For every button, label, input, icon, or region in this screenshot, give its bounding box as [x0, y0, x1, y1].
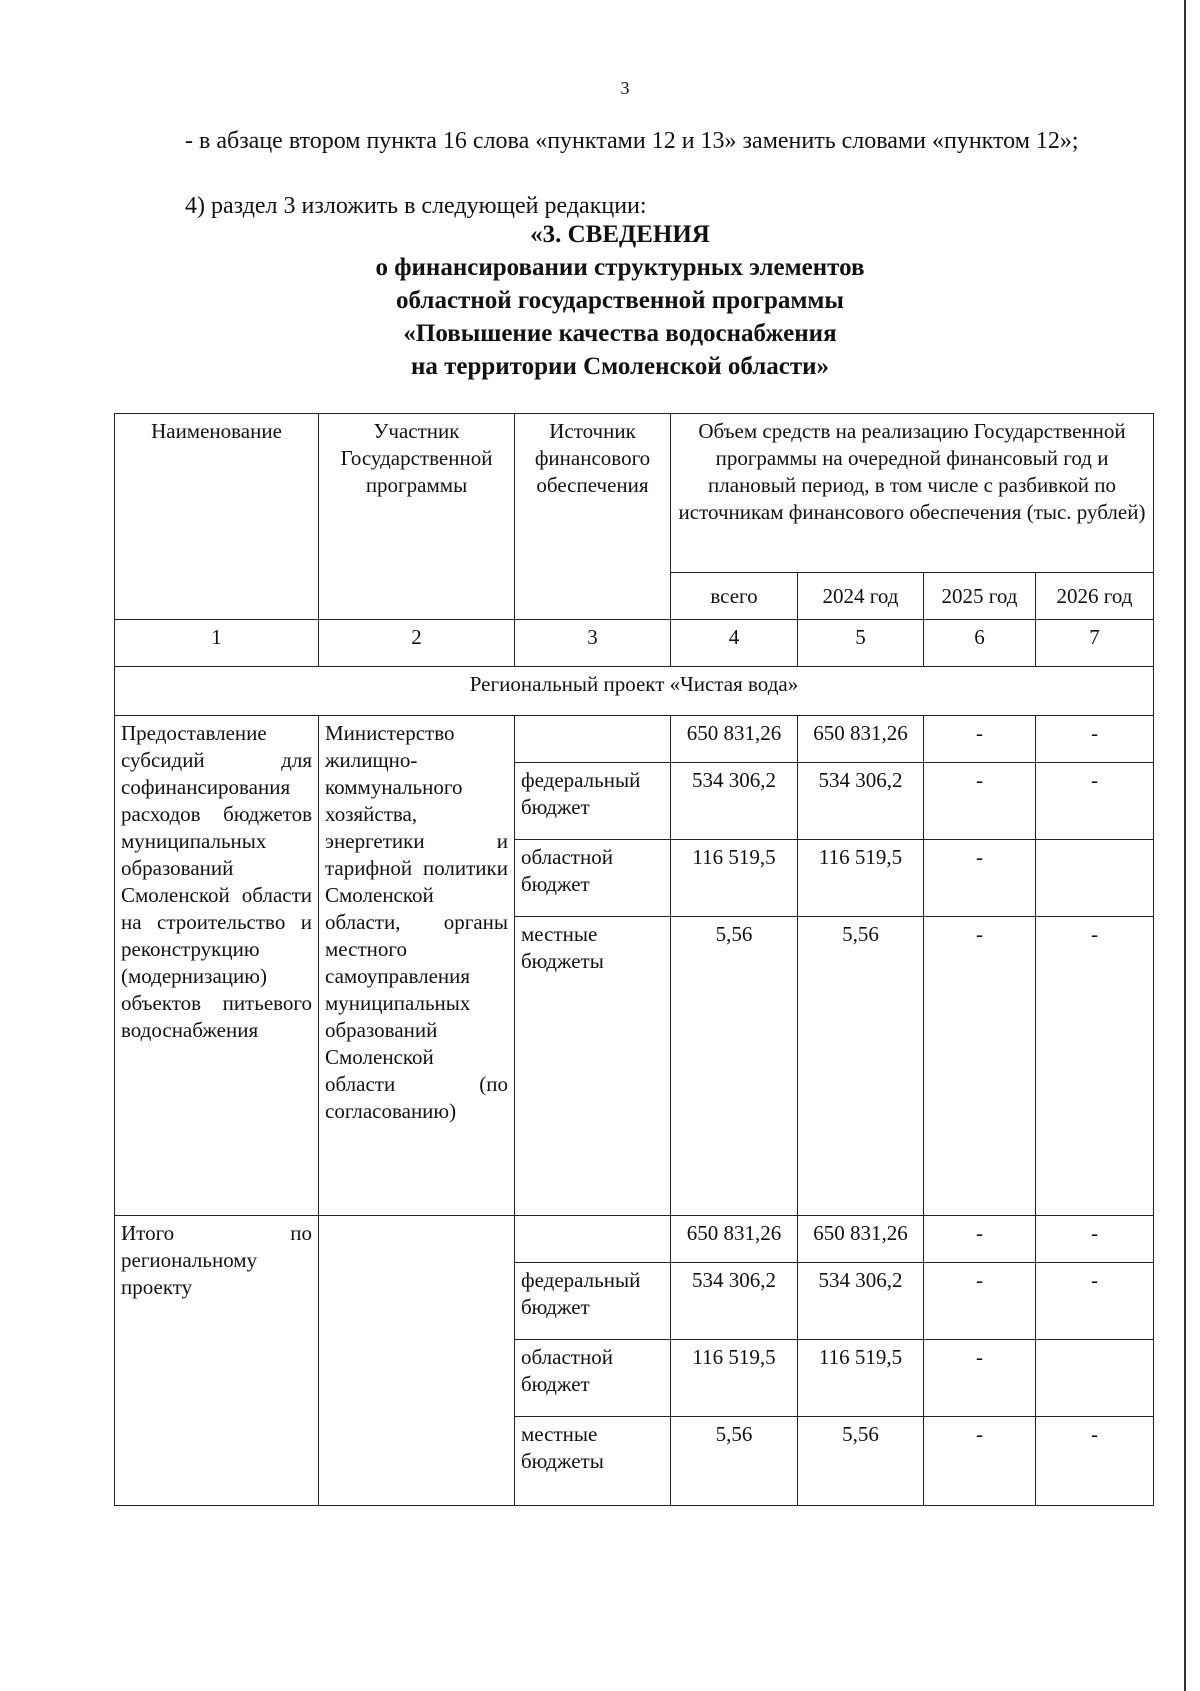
scan-edge-line	[1184, 0, 1186, 1691]
header-name: Наименование	[115, 414, 319, 620]
total-cell: 534 306,2	[671, 763, 798, 840]
row-participant: Министерство жилищно-коммунального хозяйства, энергетики и тарифной политики Смоленской области, органы местного самоуправления муниципальных образований Смоленской области (по согласованию)	[319, 716, 515, 1216]
column-number: 2	[319, 620, 515, 667]
header-2024: 2024 год	[798, 573, 924, 620]
header-2025: 2025 год	[924, 573, 1036, 620]
heading-line-4: «Повышение качества водоснабжения	[403, 320, 837, 347]
y2026-cell: -	[1036, 716, 1154, 763]
source-cell: областной бюджет	[515, 1340, 671, 1417]
y2024-cell: 116 519,5	[798, 1340, 924, 1417]
row-participant	[319, 1216, 515, 1506]
y2026-cell	[1036, 840, 1154, 917]
y2025-cell: -	[924, 1417, 1036, 1506]
y2024-cell: 534 306,2	[798, 1263, 924, 1340]
header-2026: 2026 год	[1036, 573, 1154, 620]
total-cell: 5,56	[671, 1417, 798, 1506]
source-cell	[515, 1216, 671, 1263]
row-name: Итого по региональному проекту	[115, 1216, 319, 1506]
y2025-cell: -	[924, 917, 1036, 1216]
total-cell: 5,56	[671, 917, 798, 1216]
column-number: 5	[798, 620, 924, 667]
y2026-cell	[1036, 1340, 1154, 1417]
y2026-cell: -	[1036, 1417, 1154, 1506]
header-participant: Участник Государственной программы	[319, 414, 515, 620]
y2025-cell: -	[924, 1216, 1036, 1263]
y2024-cell: 116 519,5	[798, 840, 924, 917]
y2025-cell: -	[924, 716, 1036, 763]
y2026-cell: -	[1036, 763, 1154, 840]
heading-line-5: на территории Смоленской области»	[410, 353, 830, 380]
source-cell: федеральный бюджет	[515, 763, 671, 840]
y2025-cell: -	[924, 1263, 1036, 1340]
section-title: Региональный проект «Чистая вода»	[115, 667, 1154, 716]
y2024-cell: 534 306,2	[798, 763, 924, 840]
source-cell: федеральный бюджет	[515, 1263, 671, 1340]
heading-line-3: областной государственной программы	[396, 287, 844, 314]
total-cell: 650 831,26	[671, 1216, 798, 1263]
y2025-cell: -	[924, 1340, 1036, 1417]
y2026-cell: -	[1036, 917, 1154, 1216]
y2026-cell: -	[1036, 1216, 1154, 1263]
total-cell: 534 306,2	[671, 1263, 798, 1340]
source-cell: местные бюджеты	[515, 917, 671, 1216]
section-heading	[290, 218, 950, 383]
paragraph-amendment: - в абзаце втором пункта 16 слова «пунктами 12 и 13» заменить словами «пунктом 12»;	[185, 128, 1079, 154]
y2024-cell: 650 831,26	[798, 1216, 924, 1263]
source-cell	[515, 716, 671, 763]
column-number: 6	[924, 620, 1036, 667]
column-number: 7	[1036, 620, 1154, 667]
total-cell: 116 519,5	[671, 1340, 798, 1417]
total-cell: 650 831,26	[671, 716, 798, 763]
heading-line-2: о финансировании структурных элементов	[375, 254, 865, 281]
y2024-cell: 5,56	[798, 1417, 924, 1506]
column-number: 4	[671, 620, 798, 667]
financing-table	[114, 413, 1154, 1506]
row-name: Предоставление субсидий для софинансирования расходов бюджетов муниципальных образований Смоленской области на строительство и реконструкцию (модернизацию) объектов питьевого водоснабжения	[115, 716, 319, 1216]
paragraph-section-3: 4) раздел 3 изложить в следующей редакции:	[185, 193, 647, 219]
y2025-cell: -	[924, 763, 1036, 840]
page-number: 3	[620, 78, 630, 98]
total-cell: 116 519,5	[671, 840, 798, 917]
y2024-cell: 5,56	[798, 917, 924, 1216]
y2024-cell: 650 831,26	[798, 716, 924, 763]
source-cell: местные бюджеты	[515, 1417, 671, 1506]
header-source: Источник финансового обеспечения	[515, 414, 671, 620]
header-volume: Объем средств на реализацию Государственной программы на очередной финансовый год и плановый период, в том числе с разбивкой по источникам финансового обеспечения (тыс. рублей)	[671, 414, 1154, 573]
y2026-cell: -	[1036, 1263, 1154, 1340]
source-cell: областной бюджет	[515, 840, 671, 917]
header-total: всего	[671, 573, 798, 620]
column-number: 3	[515, 620, 671, 667]
column-number: 1	[115, 620, 319, 667]
y2025-cell: -	[924, 840, 1036, 917]
heading-line-1: «3. СВЕДЕНИЯ	[530, 221, 710, 248]
